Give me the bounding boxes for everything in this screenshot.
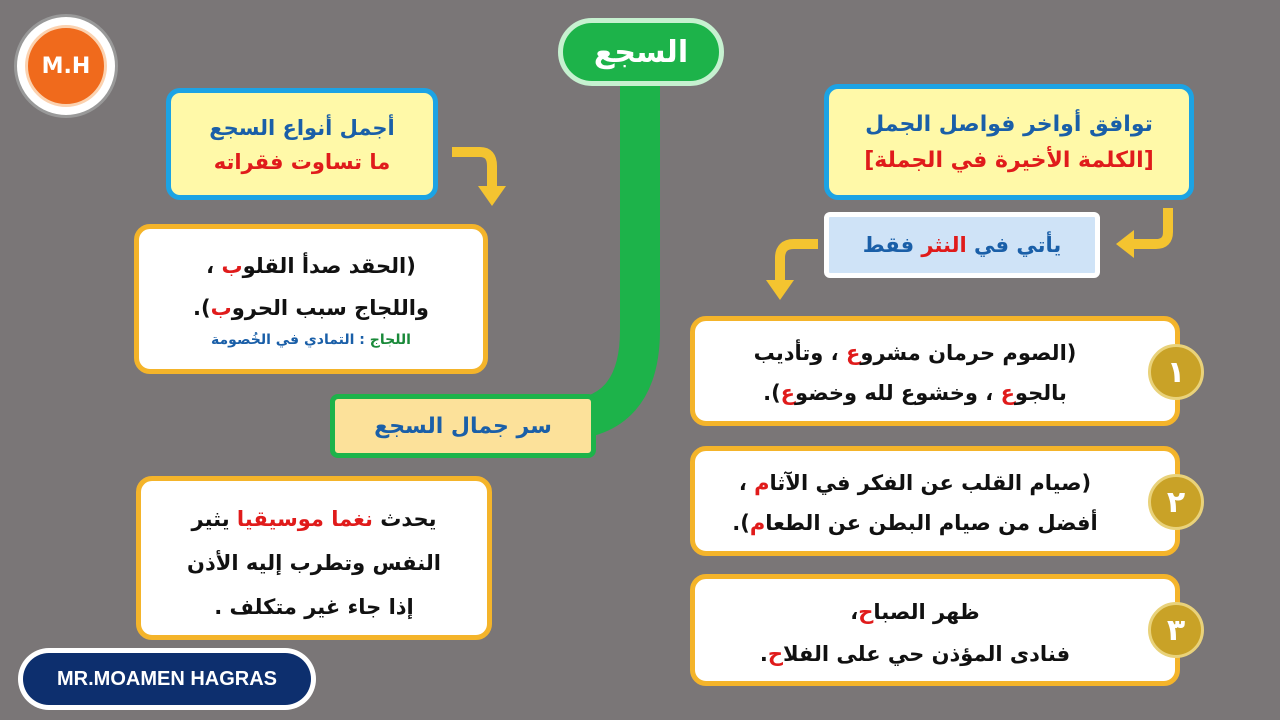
left-example-box [134, 224, 488, 374]
example-number-2: ٢ [1148, 474, 1204, 530]
example-3-line2: فنادى المؤذن حي على الفلاح. [759, 642, 1071, 666]
author-footer [18, 648, 316, 710]
music-line1: يحدث نغما موسيقيا يثير [191, 507, 437, 531]
example-box-2 [690, 446, 1180, 556]
author-name: MR.MOAMEN HAGRAS [23, 653, 311, 705]
saj-beauty-secret-box: سر جمال السجع [330, 394, 596, 458]
best-saj-type-box [166, 88, 438, 200]
music-line2: النفس وتطرب إليه الأذن [187, 551, 441, 575]
saj-definition-box [824, 84, 1194, 200]
example-2-line2: أفضل من صيام البطن عن الطعام). [732, 511, 1098, 535]
left-example-line1: (الحقد صدأ القلوب ، [206, 254, 416, 278]
definition-line2: [الكلمة الأخيرة في الجملة] [864, 148, 1154, 173]
example-1-line1: (الصوم حرمان مشروع ، وتأديب [753, 341, 1077, 365]
logo-inner [25, 25, 107, 107]
example-2-line1: (صيام القلب عن الفكر في الآثام ، [738, 471, 1092, 495]
example-3-line1: ظهر الصباح، [850, 600, 980, 624]
music-line3: إذا جاء غير متكلف . [214, 595, 414, 619]
best-saj-line1: أجمل أنواع السجع [209, 116, 395, 140]
example-number-1: ١ [1148, 344, 1204, 400]
left-example-line2: واللجاج سبب الحروب). [193, 296, 429, 320]
music-effect-box [136, 476, 492, 640]
best-saj-line2: ما تساوت فقراته [213, 150, 391, 174]
example-1-line2: بالجوع ، وخشوع لله وخضوع). [763, 381, 1067, 405]
prose-only-box: يأتي في النثر فقط [824, 212, 1100, 278]
page-title: السجع [558, 18, 724, 86]
logo-badge [14, 14, 118, 118]
left-example-note: اللجاج : التمادي في الخُصومة [211, 332, 411, 348]
example-number-3: ٣ [1148, 602, 1204, 658]
logo-text: M.H [41, 53, 91, 79]
example-box-3 [690, 574, 1180, 686]
definition-line1: توافق أواخر فواصل الجمل [865, 112, 1153, 137]
example-box-1 [690, 316, 1180, 426]
